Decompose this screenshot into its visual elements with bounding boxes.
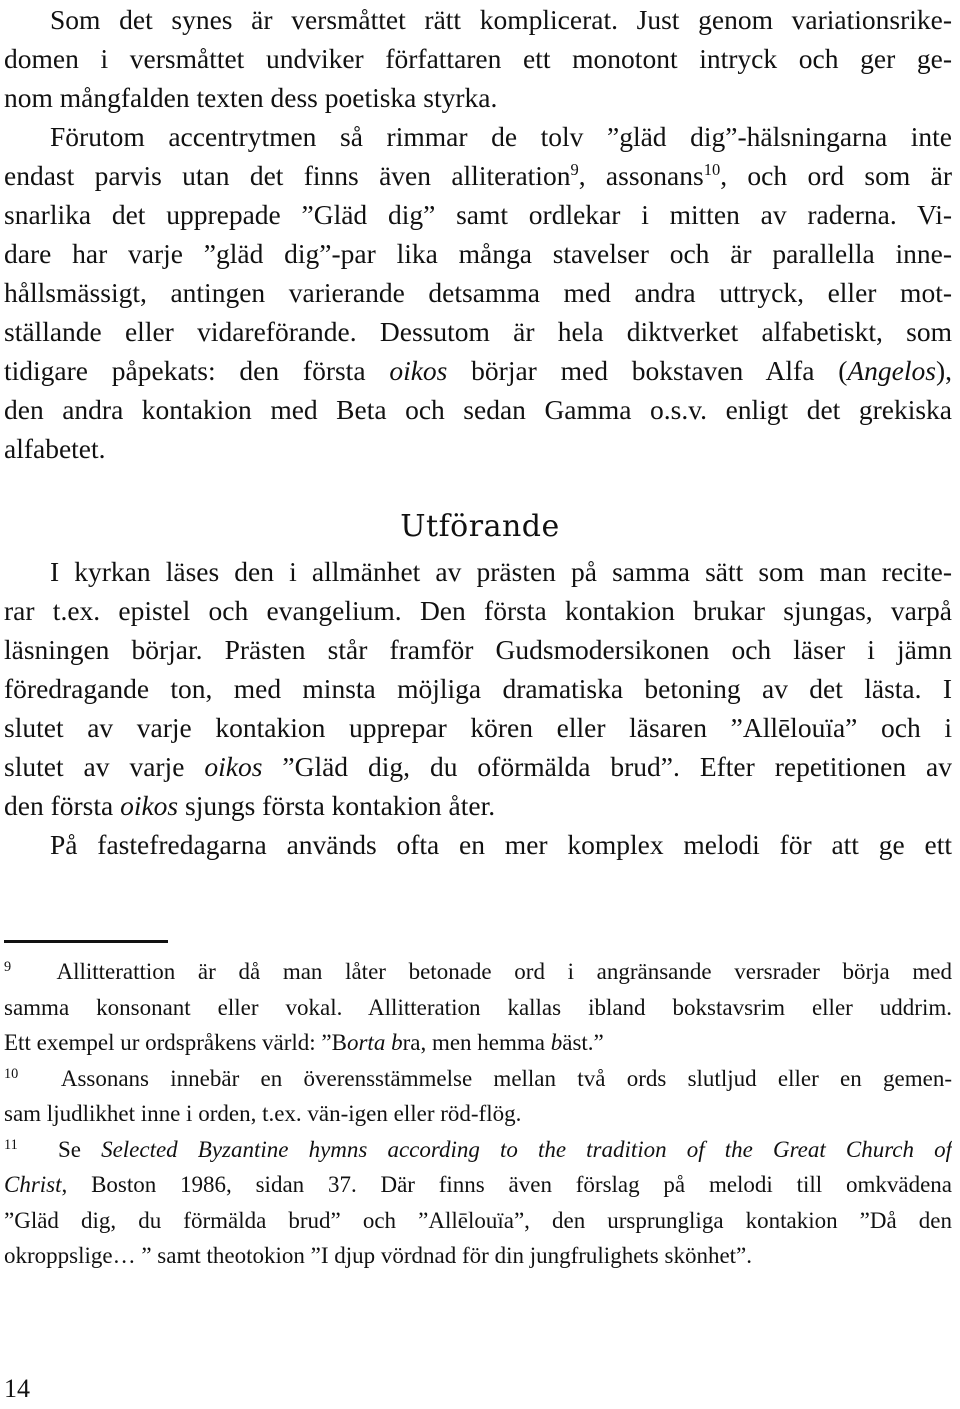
text-span: , och ord som är bbox=[720, 160, 952, 191]
text-line: slutet av varje kontakion upprepar kören eller läsaren ”Allēlouïa” och i bbox=[4, 712, 952, 743]
text-line: ställande eller vidareförande. Dessutom är hela diktverket alfabetiskt, som bbox=[4, 316, 952, 347]
footnote-11 bbox=[4, 1132, 952, 1168]
section-2-text bbox=[4, 552, 952, 864]
text-span: ), bbox=[935, 355, 952, 386]
text-span: Ett exempel ur ordspråkens värld: ” bbox=[4, 1030, 332, 1055]
text-line bbox=[4, 351, 952, 390]
footnote-number: 9 bbox=[4, 959, 12, 976]
footnote-number: 10 bbox=[4, 1065, 19, 1082]
text-line: den andra kontakion med Beta och sedan Gamma o.s.v. enligt det grekiska bbox=[4, 394, 952, 425]
italic-term: oikos bbox=[120, 790, 179, 821]
text-span: den första bbox=[4, 790, 121, 821]
book-title: Christ bbox=[4, 1172, 62, 1197]
text-span: ra, men hemma bbox=[402, 1030, 551, 1055]
footnote-text: Assonans innebär en överensstämmelse mellan två ords slutljud eller en gemen- bbox=[60, 1065, 952, 1091]
text-span: börjar med bokstaven Alfa ( bbox=[447, 355, 848, 386]
footnotes bbox=[4, 954, 952, 1274]
italic-term: Angelos bbox=[847, 355, 936, 386]
italic-term: oikos bbox=[204, 751, 263, 782]
text-span: endast parvis utan det finns även alliteration bbox=[4, 160, 571, 191]
footnote-text: Allitterattion är då man låter betonade ord i angränsande versrader börja med bbox=[56, 959, 952, 984]
text-span: , assonans bbox=[578, 160, 704, 191]
footnote-line: ”Gläd dig, du förmälda brud” och ”Allēlouïa”, den ursprungliga kontakion ”Då den bbox=[4, 1207, 952, 1233]
text-line: rar t.ex. epistel och evangelium. Den första kontakion brukar sjungas, varpå bbox=[4, 595, 952, 626]
text-line bbox=[4, 156, 952, 195]
text-line bbox=[4, 786, 952, 825]
footnote-9 bbox=[4, 954, 952, 990]
text-line: Som det synes är versmåttet rätt komplicerat. Just genom variationsrike- bbox=[50, 4, 952, 35]
text-line: I kyrkan läses den i allmänhet av prästen på samma sätt som man recite- bbox=[50, 556, 952, 587]
text-line: snarlika det upprepade ”Gläd dig” samt ordlekar i mitten av raderna. Vi- bbox=[4, 199, 952, 230]
footnote-line: okroppslige… ” samt theotokion ”I djup vördnad för din jungfrulighets skönhet”. bbox=[4, 1243, 753, 1268]
italic-letter: b bbox=[550, 1030, 563, 1055]
text-line: domen i versmåttet undviker författaren ett monotont intryck och ger ge- bbox=[4, 43, 952, 74]
footnote-line: samma konsonant eller vokal. Allitteration kallas ibland bokstavsrim eller uddrim. bbox=[4, 994, 952, 1020]
book-title: Selected Byzantine hymns according to the tradition of the Great Church of bbox=[101, 1136, 952, 1162]
text-span: ”Gläd dig, du oförmälda brud”. Efter repetitionen av bbox=[262, 751, 952, 782]
text-span: sjungs första kontakion åter. bbox=[178, 790, 496, 821]
footnote-10 bbox=[4, 1061, 952, 1097]
text-line bbox=[4, 747, 952, 786]
text-span: B bbox=[331, 1030, 347, 1055]
text-line: läsningen börjar. Prästen står framför Gudsmodersikonen och läser i jämn bbox=[4, 634, 952, 665]
text-span: Se bbox=[57, 1136, 102, 1162]
footnote-line bbox=[4, 1167, 952, 1203]
text-span: slutet av varje bbox=[4, 751, 205, 782]
italic-letter: b bbox=[391, 1030, 403, 1055]
section-1-text bbox=[4, 0, 952, 468]
text-line: nom mångfalden texten dess poetiska styrka. bbox=[4, 82, 498, 113]
section-heading: Utförande bbox=[400, 509, 560, 544]
footnote-ref-9[interactable]: 9 bbox=[570, 160, 579, 180]
page-number: 14 bbox=[4, 1374, 30, 1403]
text-line: hållsmässigt, antingen varierande detsamma med andra uttryck, eller mot- bbox=[4, 277, 952, 308]
text-span: tidigare påpekats: den första bbox=[4, 355, 390, 386]
text-line: föredragande ton, med minsta möjliga dramatiska betoning av det lästa. I bbox=[4, 673, 952, 704]
text-line: På fastefredagarna används ofta en mer komplex melodi för att ge ett bbox=[50, 829, 952, 860]
footnote-ref-10[interactable]: 10 bbox=[703, 160, 721, 180]
italic-term: oikos bbox=[389, 355, 448, 386]
text-span: äst.” bbox=[562, 1030, 604, 1055]
text-span: , Boston 1986, sidan 37. Där finns även förslag på melodi till omkvädena bbox=[61, 1172, 952, 1197]
italic-letter: orta bbox=[346, 1030, 392, 1055]
footnote-divider bbox=[4, 940, 168, 943]
text-line: Förutom accentrytmen så rimmar de tolv ”gläd dig”-hälsningarna inte bbox=[50, 121, 952, 152]
text-line: alfabetet. bbox=[4, 433, 106, 464]
footnote-line: sam ljudlikhet inne i orden, t.ex. vän-igen eller röd-flög. bbox=[4, 1101, 522, 1126]
footnote-number: 11 bbox=[4, 1136, 18, 1153]
text-line: dare har varje ”gläd dig”-par lika många stavelser och är parallella inne- bbox=[4, 238, 952, 269]
footnote-line bbox=[4, 1025, 952, 1061]
